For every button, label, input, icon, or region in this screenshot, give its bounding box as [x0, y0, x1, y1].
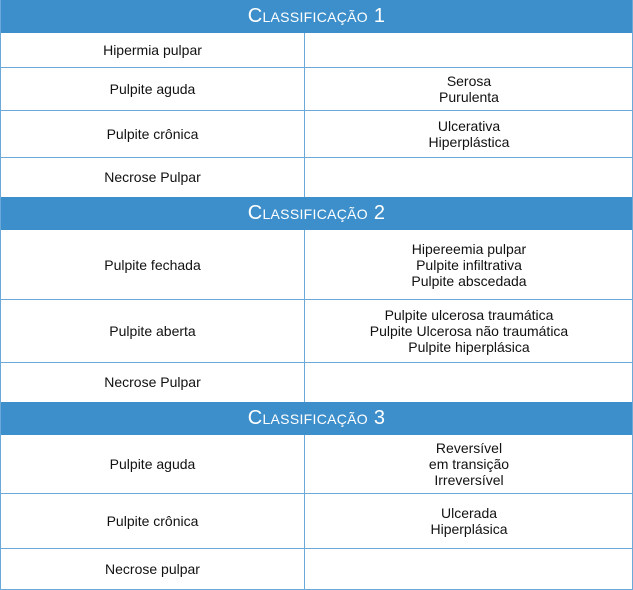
- row-subtypes: [305, 299, 633, 362]
- row-label: Pulpite aguda: [109, 80, 196, 97]
- subtype: Hiperplásica: [430, 520, 508, 537]
- row-label: Pulpite crônica: [106, 512, 199, 529]
- column-divider: [304, 230, 305, 402]
- table-row: [0, 110, 633, 157]
- column-divider: [304, 33, 305, 197]
- row-label: Hipermia pulpar: [103, 42, 202, 58]
- table-row: [0, 493, 633, 548]
- row-divider: [0, 157, 633, 158]
- section-header: Classificação 2: [0, 197, 633, 230]
- row-subtypes: [305, 230, 633, 299]
- row-subtypes: [305, 33, 633, 67]
- row-label: Necrose Pulpar: [104, 374, 201, 390]
- subtype: Serosa: [446, 72, 492, 89]
- row-subtypes: [305, 67, 633, 110]
- subtype: Purulenta: [439, 88, 499, 105]
- subtype: em transição: [428, 456, 510, 472]
- row-label: Necrose pulpar: [105, 561, 200, 577]
- subtype: Pulpite infiltrativa: [416, 256, 522, 273]
- row-divider: [0, 110, 633, 111]
- row-subtypes: [305, 362, 633, 402]
- row-label: Necrose Pulpar: [104, 169, 201, 185]
- row-label: Pulpite aguda: [109, 456, 196, 472]
- subtype: Ulcerativa: [437, 117, 501, 134]
- row-label: Pulpite crônica: [106, 125, 199, 142]
- row-divider: [0, 548, 633, 549]
- subtype: Pulpite abscedada: [411, 272, 527, 289]
- table-row: [0, 33, 633, 67]
- subtype: Hipereemia pulpar: [411, 240, 527, 257]
- section-header: Classificação 3: [0, 402, 633, 435]
- table-left-border: [0, 0, 1, 590]
- table-row: [0, 230, 633, 299]
- subtype: Pulpite ulcerosa traumática: [384, 306, 554, 323]
- table-row: [0, 435, 633, 493]
- row-divider: [0, 67, 633, 68]
- row-subtypes: [305, 548, 633, 590]
- row-label: Pulpite aberta: [109, 322, 196, 339]
- subtype: Hiperplástica: [428, 133, 510, 150]
- subtype: Pulpite Ulcerosa não traumática: [369, 322, 569, 339]
- row-divider: [0, 362, 633, 363]
- table-row: [0, 67, 633, 110]
- row-subtypes: [305, 110, 633, 157]
- column-divider: [304, 435, 305, 590]
- row-label: Pulpite fechada: [104, 256, 201, 273]
- table-row: [0, 157, 633, 197]
- subtype: Ulcerada: [440, 504, 498, 521]
- row-subtypes: [305, 435, 633, 493]
- row-subtypes: [305, 493, 633, 548]
- subtype: Irreversível: [434, 472, 504, 488]
- subtype: Reversível: [435, 440, 503, 456]
- row-subtypes: [305, 157, 633, 197]
- table-row: [0, 548, 633, 590]
- row-divider: [0, 299, 633, 300]
- section-header: Classificação 1: [0, 0, 633, 33]
- subtype: Pulpite hiperplásica: [408, 338, 530, 355]
- table-row: [0, 362, 633, 402]
- row-divider: [0, 493, 633, 494]
- table-row: [0, 299, 633, 362]
